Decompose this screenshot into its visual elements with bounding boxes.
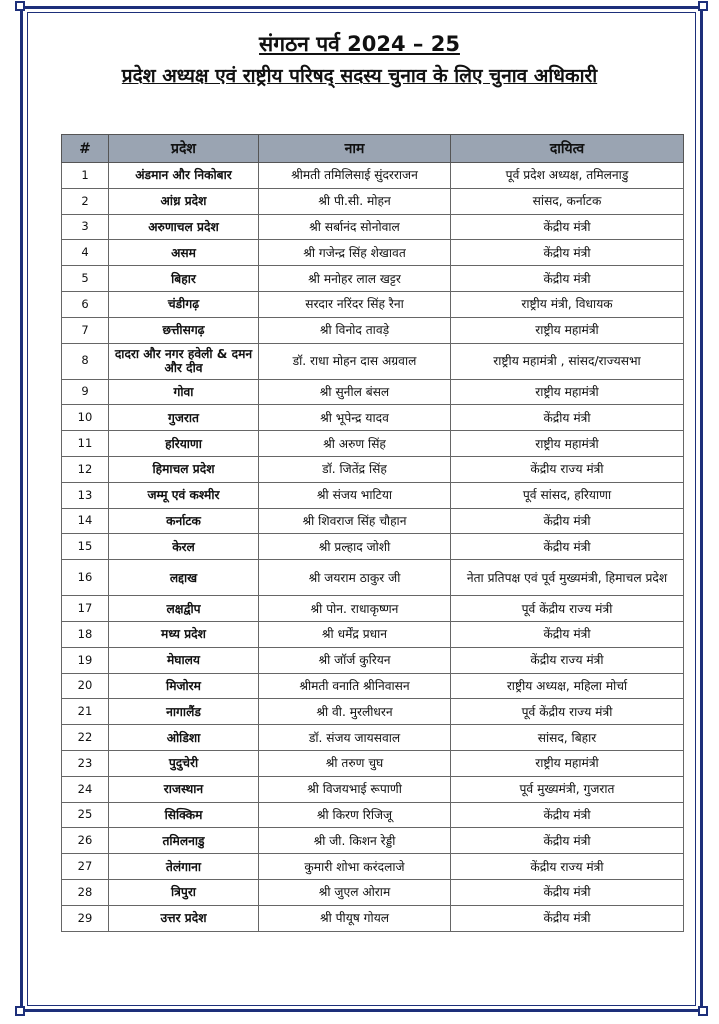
table-row	[62, 776, 684, 802]
cell-name: श्री जयराम ठाकुर जी	[259, 560, 451, 596]
cell-number: 23	[62, 750, 109, 776]
table-row	[62, 240, 684, 266]
election-officers-table	[61, 134, 684, 932]
cell-role: केंद्रीय मंत्री	[451, 621, 684, 647]
cell-state: ओडिशा	[109, 725, 259, 751]
table-row	[62, 828, 684, 854]
table-row	[62, 750, 684, 776]
cell-number: 22	[62, 725, 109, 751]
cell-number: 7	[62, 317, 109, 343]
document-subtitle: प्रदेश अध्यक्ष एवं राष्ट्रीय परिषद् सदस्य चुनाव के लिए चुनाव अधिकारी	[121, 65, 598, 87]
column-header-name: नाम	[259, 135, 451, 163]
table-row	[62, 596, 684, 622]
cell-state: मेघालय	[109, 647, 259, 673]
cell-name: कुमारी शोभा करंदलाजे	[259, 854, 451, 880]
cell-name: श्री मनोहर लाल खट्टर	[259, 266, 451, 292]
cell-number: 17	[62, 596, 109, 622]
cell-role: केंद्रीय मंत्री	[451, 508, 684, 534]
table-row	[62, 431, 684, 457]
table-row	[62, 699, 684, 725]
table-row	[62, 291, 684, 317]
column-header-role: दायित्व	[451, 135, 684, 163]
table-row	[62, 879, 684, 905]
table-row	[62, 647, 684, 673]
table-row	[62, 905, 684, 931]
cell-state: हिमाचल प्रदेश	[109, 456, 259, 482]
cell-number: 6	[62, 291, 109, 317]
cell-name: श्री पोन. राधाकृष्णन	[259, 596, 451, 622]
cell-state: जम्मू एवं कश्मीर	[109, 482, 259, 508]
cell-role: केंद्रीय मंत्री	[451, 879, 684, 905]
table-row	[62, 343, 684, 379]
cell-role: केंद्रीय मंत्री	[451, 534, 684, 560]
cell-name: श्री जुएल ओराम	[259, 879, 451, 905]
cell-role: केंद्रीय मंत्री	[451, 405, 684, 431]
cell-state: अंडमान और निकोबार	[109, 163, 259, 189]
cell-state: नागालैंड	[109, 699, 259, 725]
cell-role: राष्ट्रीय महामंत्री	[451, 317, 684, 343]
table-row	[62, 508, 684, 534]
cell-state: बिहार	[109, 266, 259, 292]
cell-name: श्री धर्मेंद्र प्रधान	[259, 621, 451, 647]
cell-name: डॉ. जितेंद्र सिंह	[259, 456, 451, 482]
cell-number: 9	[62, 379, 109, 405]
cell-role: पूर्व मुख्यमंत्री, गुजरात	[451, 776, 684, 802]
table-row	[62, 214, 684, 240]
border-corner	[15, 1, 25, 11]
table-body	[62, 163, 684, 932]
cell-name: श्री सुनील बंसल	[259, 379, 451, 405]
cell-name: श्री विजयभाई रूपाणी	[259, 776, 451, 802]
cell-number: 26	[62, 828, 109, 854]
cell-name: श्री तरुण चुघ	[259, 750, 451, 776]
cell-role: केंद्रीय राज्य मंत्री	[451, 854, 684, 880]
cell-state: तमिलनाडु	[109, 828, 259, 854]
cell-name: श्रीमती वनाति श्रीनिवासन	[259, 673, 451, 699]
cell-name: श्री गजेन्द्र सिंह शेखावत	[259, 240, 451, 266]
cell-state: चंडीगढ़	[109, 291, 259, 317]
cell-state: सिक्किम	[109, 802, 259, 828]
cell-state: मिजोरम	[109, 673, 259, 699]
cell-state: गोवा	[109, 379, 259, 405]
table-row	[62, 163, 684, 189]
cell-name: डॉ. राधा मोहन दास अग्रवाल	[259, 343, 451, 379]
table-row	[62, 317, 684, 343]
cell-state: गुजरात	[109, 405, 259, 431]
cell-number: 14	[62, 508, 109, 534]
cell-name: श्री जी. किशन रेड्डी	[259, 828, 451, 854]
table-row	[62, 534, 684, 560]
cell-state: हरियाणा	[109, 431, 259, 457]
cell-role: पूर्व प्रदेश अध्यक्ष, तमिलनाडु	[451, 163, 684, 189]
cell-role: केंद्रीय राज्य मंत्री	[451, 647, 684, 673]
cell-number: 10	[62, 405, 109, 431]
cell-state: लक्षद्वीप	[109, 596, 259, 622]
cell-state: उत्तर प्रदेश	[109, 905, 259, 931]
column-header-number: #	[62, 135, 109, 163]
table-row	[62, 456, 684, 482]
cell-name: श्री पीयूष गोयल	[259, 905, 451, 931]
cell-role: केंद्रीय मंत्री	[451, 214, 684, 240]
cell-name: श्री विनोद तावड़े	[259, 317, 451, 343]
cell-name: श्रीमती तमिलिसाई सुंदरराजन	[259, 163, 451, 189]
cell-role: पूर्व केंद्रीय राज्य मंत्री	[451, 596, 684, 622]
cell-role: राष्ट्रीय महामंत्री	[451, 431, 684, 457]
cell-name: श्री वी. मुरलीधरन	[259, 699, 451, 725]
cell-role: सांसद, कर्नाटक	[451, 188, 684, 214]
cell-name: श्री पी.सी. मोहन	[259, 188, 451, 214]
cell-name: डॉ. संजय जायसवाल	[259, 725, 451, 751]
cell-state: लद्दाख	[109, 560, 259, 596]
table-row	[62, 405, 684, 431]
cell-number: 29	[62, 905, 109, 931]
table-row	[62, 854, 684, 880]
cell-role: राष्ट्रीय महामंत्री	[451, 379, 684, 405]
cell-number: 13	[62, 482, 109, 508]
cell-number: 28	[62, 879, 109, 905]
cell-name: श्री किरण रिजिजू	[259, 802, 451, 828]
cell-state: छत्तीसगढ़	[109, 317, 259, 343]
cell-role: सांसद, बिहार	[451, 725, 684, 751]
cell-number: 3	[62, 214, 109, 240]
cell-state: मध्य प्रदेश	[109, 621, 259, 647]
table-header-row	[62, 135, 684, 163]
table-row	[62, 266, 684, 292]
cell-state: केरल	[109, 534, 259, 560]
cell-number: 1	[62, 163, 109, 189]
table-row	[62, 482, 684, 508]
cell-name: श्री संजय भाटिया	[259, 482, 451, 508]
cell-role: पूर्व सांसद, हरियाणा	[451, 482, 684, 508]
cell-number: 27	[62, 854, 109, 880]
cell-name: श्री अरुण सिंह	[259, 431, 451, 457]
cell-number: 8	[62, 343, 109, 379]
cell-name: श्री भूपेन्द्र यादव	[259, 405, 451, 431]
cell-number: 15	[62, 534, 109, 560]
table-row	[62, 188, 684, 214]
cell-number: 24	[62, 776, 109, 802]
table-row	[62, 725, 684, 751]
cell-state: पुदुचेरी	[109, 750, 259, 776]
cell-number: 20	[62, 673, 109, 699]
cell-name: श्री शिवराज सिंह चौहान	[259, 508, 451, 534]
document-title: संगठन पर्व 2024 – 25	[259, 32, 460, 56]
cell-role: राष्ट्रीय मंत्री, विधायक	[451, 291, 684, 317]
column-header-state: प्रदेश	[109, 135, 259, 163]
cell-role: नेता प्रतिपक्ष एवं पूर्व मुख्यमंत्री, हिमाचल प्रदेश	[451, 560, 684, 596]
cell-role: राष्ट्रीय महामंत्री	[451, 750, 684, 776]
cell-role: केंद्रीय मंत्री	[451, 240, 684, 266]
cell-role: राष्ट्रीय महामंत्री , सांसद/राज्यसभा	[451, 343, 684, 379]
border-corner	[698, 1006, 708, 1016]
cell-state: अरुणाचल प्रदेश	[109, 214, 259, 240]
cell-role: केंद्रीय मंत्री	[451, 905, 684, 931]
cell-name: श्री प्रल्हाद जोशी	[259, 534, 451, 560]
table-row	[62, 802, 684, 828]
cell-state: तेलंगाना	[109, 854, 259, 880]
border-corner	[15, 1006, 25, 1016]
cell-number: 11	[62, 431, 109, 457]
cell-role: केंद्रीय मंत्री	[451, 266, 684, 292]
cell-number: 5	[62, 266, 109, 292]
cell-number: 16	[62, 560, 109, 596]
table-row	[62, 560, 684, 596]
cell-number: 4	[62, 240, 109, 266]
cell-state: असम	[109, 240, 259, 266]
table-row	[62, 673, 684, 699]
cell-name: श्री जॉर्ज कुरियन	[259, 647, 451, 673]
cell-state: त्रिपुरा	[109, 879, 259, 905]
cell-state: राजस्थान	[109, 776, 259, 802]
cell-number: 21	[62, 699, 109, 725]
cell-number: 2	[62, 188, 109, 214]
cell-state: कर्नाटक	[109, 508, 259, 534]
cell-name: श्री सर्बानंद सोनोवाल	[259, 214, 451, 240]
cell-name: सरदार नरिंदर सिंह रैना	[259, 291, 451, 317]
cell-role: पूर्व केंद्रीय राज्य मंत्री	[451, 699, 684, 725]
cell-role: केंद्रीय मंत्री	[451, 802, 684, 828]
cell-number: 19	[62, 647, 109, 673]
cell-state: दादरा और नगर हवेली & दमन और दीव	[109, 343, 259, 379]
cell-number: 18	[62, 621, 109, 647]
table-row	[62, 621, 684, 647]
cell-number: 25	[62, 802, 109, 828]
table-row	[62, 379, 684, 405]
border-corner	[698, 1, 708, 11]
cell-role: केंद्रीय मंत्री	[451, 828, 684, 854]
cell-role: राष्ट्रीय अध्यक्ष, महिला मोर्चा	[451, 673, 684, 699]
cell-state: आंध्र प्रदेश	[109, 188, 259, 214]
cell-role: केंद्रीय राज्य मंत्री	[451, 456, 684, 482]
cell-number: 12	[62, 456, 109, 482]
